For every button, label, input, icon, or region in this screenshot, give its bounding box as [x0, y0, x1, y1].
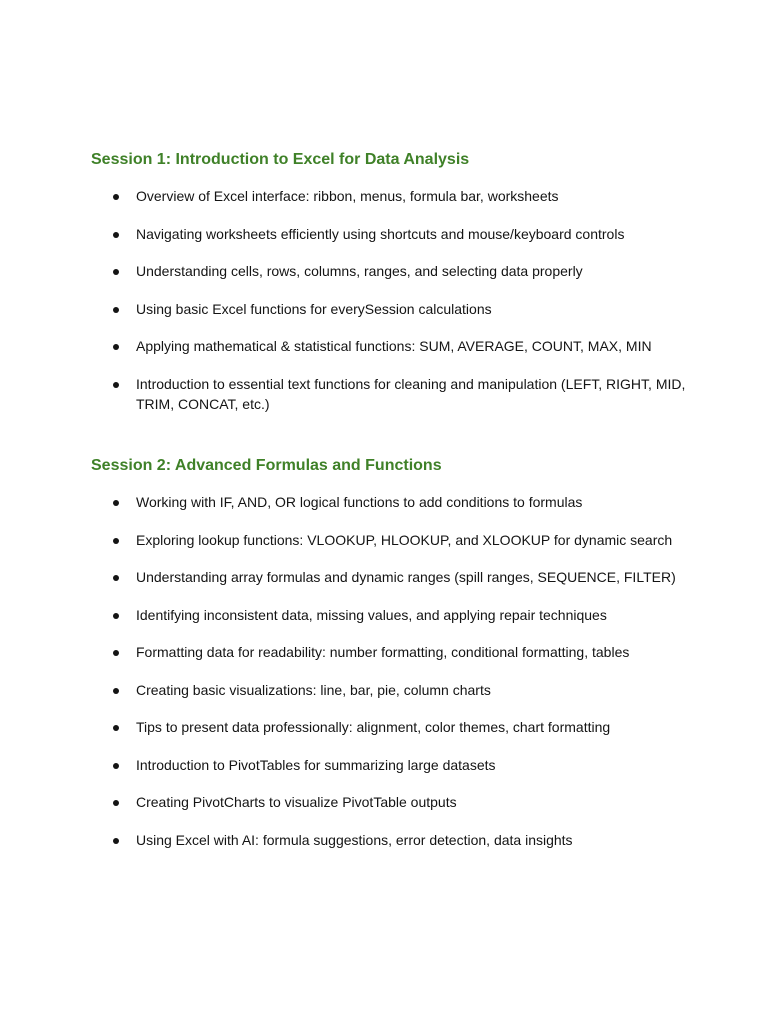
- bullet-icon: [113, 725, 119, 731]
- list-item-text: Identifying inconsistent data, missing values, and applying repair techniques: [136, 606, 607, 623]
- session-2-section: [91, 455, 691, 867]
- list-item: [91, 680, 691, 700]
- list-item-text: Understanding cells, rows, columns, ranges, and selecting data properly: [136, 263, 583, 279]
- bullet-icon: [113, 307, 119, 313]
- list-item: [91, 792, 691, 812]
- list-item-text: Applying mathematical & statistical functions: SUM, AVERAGE, COUNT, MAX, MIN: [136, 338, 652, 354]
- session-1-section: [91, 149, 691, 431]
- session-2-title: Session 2: Advanced Formulas and Functions: [91, 457, 442, 474]
- list-item-text: Tips to present data professionally: alignment, color themes, chart formatting: [136, 719, 611, 735]
- list-item: [91, 830, 691, 850]
- list-item-text: Navigating worksheets efficiently using shortcuts and mouse/keyboard controls: [136, 225, 625, 242]
- bullet-icon: [113, 613, 119, 619]
- list-item: [91, 642, 691, 662]
- session-2-topic-list: [91, 492, 691, 850]
- bullet-icon: [113, 838, 119, 844]
- bullet-icon: [113, 763, 119, 769]
- list-item-text: Formatting data for readability: number formatting, conditional formatting, tables: [136, 644, 630, 660]
- list-item: [91, 186, 691, 206]
- bullet-icon: [113, 269, 119, 275]
- bullet-icon: [113, 500, 119, 506]
- session-1-topic-list: [91, 186, 691, 414]
- list-item-text: Introduction to essential text functions for cleaning and manipulation (LEFT, RIGHT, MID, TRIM, CONCAT, etc.): [136, 375, 686, 412]
- list-item-text: Exploring lookup functions: VLOOKUP, HLOOKUP, and XLOOKUP for dynamic search: [136, 531, 673, 548]
- session-1-title: Session 1: Introduction to Excel for Data Analysis: [91, 151, 470, 168]
- bullet-icon: [113, 344, 119, 350]
- list-item-text: Introduction to PivotTables for summarizing large datasets: [136, 756, 496, 773]
- list-item-text: Creating PivotCharts to visualize PivotTable outputs: [136, 794, 457, 810]
- list-item-text: Overview of Excel interface: ribbon, menus, formula bar, worksheets: [136, 188, 559, 204]
- bullet-icon: [113, 800, 119, 806]
- list-item: [91, 374, 691, 414]
- list-item: [91, 336, 691, 356]
- bullet-icon: [113, 650, 119, 656]
- list-item: [91, 492, 691, 512]
- list-item: [91, 530, 691, 550]
- bullet-icon: [113, 538, 119, 544]
- list-item: [91, 755, 691, 775]
- list-item: [91, 299, 691, 319]
- list-item: [91, 261, 691, 281]
- list-item: [91, 605, 691, 625]
- list-item: [91, 224, 691, 244]
- list-item: [91, 717, 691, 737]
- bullet-icon: [113, 688, 119, 694]
- bullet-icon: [113, 232, 119, 238]
- list-item-text: Using basic Excel functions for everySession calculations: [136, 300, 492, 317]
- bullet-icon: [113, 575, 119, 581]
- list-item-text: Creating basic visualizations: line, bar, pie, column charts: [136, 681, 491, 698]
- list-item-text: Using Excel with AI: formula suggestions, error detection, data insights: [136, 831, 573, 848]
- bullet-icon: [113, 194, 119, 200]
- list-item-text: Working with IF, AND, OR logical functions to add conditions to formulas: [136, 494, 583, 510]
- list-item-text: Understanding array formulas and dynamic ranges (spill ranges, SEQUENCE, FILTER): [136, 569, 676, 585]
- list-item: [91, 567, 691, 587]
- bullet-icon: [113, 382, 119, 388]
